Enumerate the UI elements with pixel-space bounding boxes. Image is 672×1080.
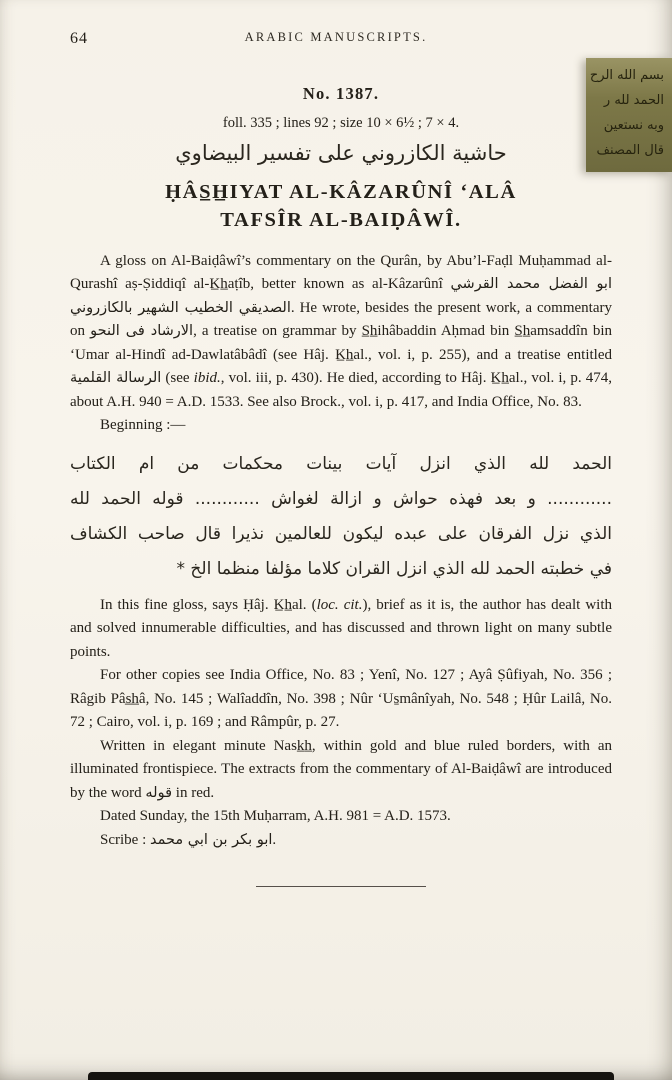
- dated-line: Dated Sunday, the 15th Muḥarram, A.H. 981 = A.D. 1573.: [100, 808, 451, 825]
- page-bleed-artifact: [586, 58, 672, 172]
- beginning-label: Beginning :—: [100, 417, 186, 434]
- text-run: , vol. iii, p. 430). He died, according to Hâj. K̲h̲al., vol. i, p. 474, about A.H. 940 = A.D. 1533. See also Brock., vol. i, p. 417, and India Office, No. 83.: [70, 370, 612, 410]
- other-copies-paragraph: For other copies see India Office, No. 83 ; Yenî, No. 127 ; Ayâ Ṣûfiyah, No. 356 ; Râgib Pâs̲h̲â, No. 145 ; Walîaddîn, No. 398 ; Nûr ‘Us̱mânîyah, No. 548 ; Ḥûr Lailâ, No. 72 ; Cairo, vol. i, p. 169 ; and Râmpûr, p. 27.: [70, 667, 612, 731]
- physical-description-paragraph: [70, 735, 612, 806]
- beginning-arabic-line: في خطبته الحمد لله الذي انزل القران كلاما مؤلفا منظما الخ *: [176, 558, 612, 579]
- text-run: In this fine gloss, says Ḥâj. K̲h̲al. (: [100, 596, 317, 613]
- page-number: 64: [70, 30, 88, 47]
- italic-run: ibid.: [193, 370, 221, 387]
- page-header: [0, 30, 672, 52]
- entry-number: No. 1387.: [302, 84, 380, 103]
- scribe-name-arabic: ابو بكر بن ابي محمد: [150, 831, 273, 848]
- section-end-rule: [256, 886, 426, 887]
- title-line-2: TAFSÎR AL-BAIḌÂWÎ.: [220, 209, 462, 232]
- title-line-1: ḤÂS̲H̲IYAT AL-KÂZARÛNÎ ‘ALÂ: [165, 181, 517, 203]
- beginning-arabic-line: ............ و بعد فهذه حواش و ازالة لغواش ............ قوله الحمد لله: [70, 488, 612, 509]
- scan-edge-bottom: [88, 1072, 614, 1080]
- beginning-arabic-line: الحمد لله الذي انزل آيات بينات محكمات من ام الكتاب: [70, 453, 612, 474]
- bleed-arabic-line: بسم الله الرح: [589, 68, 664, 83]
- text-run: Written in elegant minute Nask̲h̲, within gold and blue ruled borders, with an illuminated frontispiece. The extracts from the commentary of Al-Baiḍâwî are introduced by the word: [70, 737, 612, 801]
- beginning-arabic-block: [70, 447, 612, 587]
- bleed-arabic-line: الحمد لله ر: [603, 93, 664, 108]
- scribe-line: [70, 829, 612, 853]
- running-title: ARABIC MANUSCRIPTS.: [244, 30, 428, 44]
- text-run: (see: [161, 370, 194, 387]
- bleed-arabic-line: وبه نستعين: [603, 118, 664, 133]
- scribe-label: Scribe :: [100, 831, 150, 848]
- text-run: ), brief as it is, the author has dealt with and solved innumerable difficulties, and has discussed and thrown light on many subtle points.: [70, 596, 612, 660]
- arabic-title: حاشية الكازروني على تفسير البيضاوي: [175, 141, 507, 165]
- text-run: .: [272, 831, 277, 848]
- entry-title: [70, 178, 612, 235]
- beginning-arabic-line: الذي نزل الفرقان على عبده ليكون للعالمين نذيرا قال صاحب الكشاف: [70, 523, 612, 544]
- text-run: A gloss on Al-Baiḍâwî’s commentary on the Qurân, by Abu’l-Faḍl Muḥammad al-Qurashî aṣ-Ṣiddiqî al-K̲h̲aṭîb, better known as al-Kâzarûnî: [70, 252, 612, 293]
- collation-line: foll. 335 ; lines 92 ; size 10 × 6½ ; 7 × 4.: [222, 115, 460, 131]
- text-run: . He wrote, besides the present work, a commentary on: [70, 299, 612, 340]
- arabic-run: ابو الفضل محمد القرشي الصديقي الخطيب الشهير بالكازروني: [70, 276, 612, 316]
- arabic-run: قوله: [145, 784, 173, 801]
- arabic-run: الرسالة القلمية: [70, 370, 162, 387]
- italic-run: loc. cit.: [316, 596, 363, 613]
- gloss-remarks-paragraph: [70, 594, 612, 665]
- bleed-arabic-line: قال المصنف: [596, 143, 664, 158]
- text-run: , a treatise on grammar by S̲h̲ihâbaddin Aḥmad bin S̲h̲amsaddîn bin ‘Umar al-Hindî ad-Dawlatâbâdî (see Hâj. K̲h̲al., vol. i, p. 255), and a treatise entitled: [70, 323, 612, 363]
- text-run: in red.: [172, 784, 215, 801]
- entry-content: [70, 84, 612, 887]
- description-paragraph: [70, 250, 612, 415]
- arabic-run: الارشاد فى النحو: [90, 323, 194, 340]
